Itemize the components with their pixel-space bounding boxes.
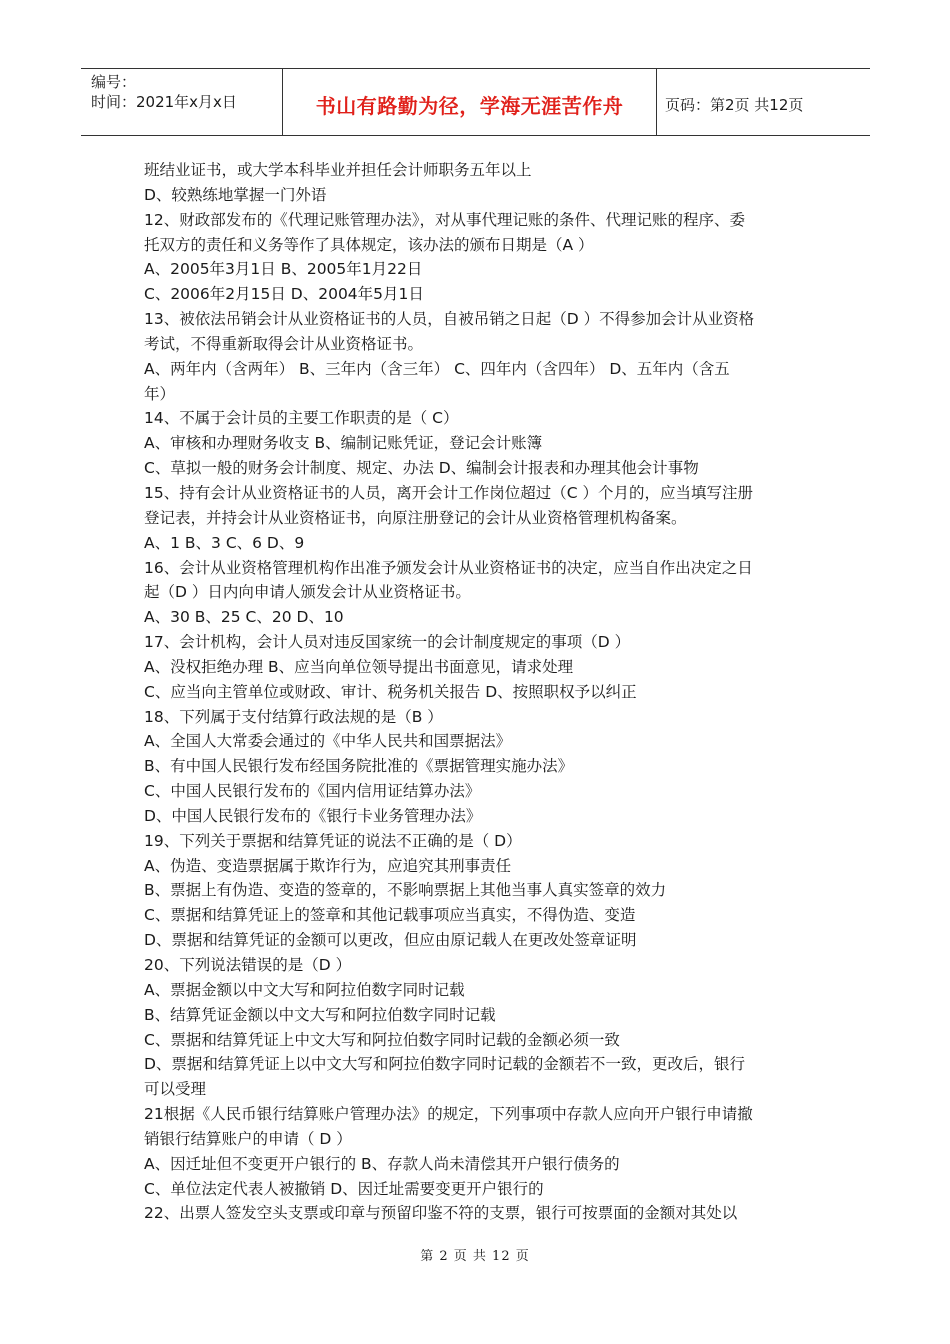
text-line: B、票据上有伪造、变造的签章的，不影响票据上其他当事人真实签章的效力 bbox=[144, 881, 667, 900]
text-line: C、票据和结算凭证上中文大写和阿拉伯数字同时记载的金额必须一致 bbox=[144, 1030, 620, 1049]
header-page-info: 页码：第2页 共12页 bbox=[665, 95, 804, 114]
text-line: 可以受理 bbox=[144, 1080, 207, 1099]
text-line: A、因迁址但不变更开户银行的 B、存款人尚未清偿其开户银行债务的 bbox=[144, 1154, 620, 1173]
text-line: 14、不属于会计员的主要工作职责的是（ C） bbox=[144, 409, 459, 428]
text-line: D、较熟练地掌握一门外语 bbox=[144, 185, 327, 204]
text-line: 20、下列说法错误的是（D ） bbox=[144, 956, 352, 974]
document-body bbox=[144, 158, 810, 1226]
footer-page-number: 第 2 页 共 12 页 bbox=[420, 1249, 530, 1264]
text-line: A、1 B、3 C、6 D、9 bbox=[144, 533, 305, 552]
text-line: 18、下列属于支付结算行政法规的是（B ） bbox=[144, 707, 443, 726]
text-line: 13、被依法吊销会计从业资格证书的人员，自被吊销之日起（D ）不得参加会计从业资格 bbox=[144, 310, 755, 329]
text-line: B、结算凭证金额以中文大写和阿拉伯数字同时记载 bbox=[144, 1005, 496, 1024]
text-line: C、票据和结算凭证上的签章和其他记载事项应当真实，不得伪造、变造 bbox=[144, 906, 636, 925]
text-line: D、票据和结算凭证的金额可以更改，但应由原记载人在更改处签章证明 bbox=[144, 931, 637, 950]
text-line: 登记表，并持会计从业资格证书，向原注册登记的会计从业资格管理机构备案。 bbox=[144, 508, 687, 527]
header-page-cell bbox=[657, 69, 870, 135]
text-line: D、中国人民银行发布的《银行卡业务管理办法》 bbox=[144, 806, 482, 825]
text-line: 21根据《人民币银行结算账户管理办法》的规定，下列事项中存款人应向开户银行申请撤 bbox=[144, 1105, 753, 1124]
document-time-label: 时间：2021年x月x日 bbox=[91, 93, 237, 111]
page-header bbox=[81, 68, 870, 136]
text-line: C、应当向主管单位或财政、审计、税务机关报告 D、按照职权予以纠正 bbox=[144, 682, 637, 701]
text-line: A、2005年3月1日 B、2005年1月22日 bbox=[144, 260, 423, 279]
text-line: 起（D ）日内向申请人颁发会计从业资格证书。 bbox=[144, 583, 471, 602]
text-line: A、审核和办理财务收支 B、编制记账凭证，登记会计账簿 bbox=[144, 434, 543, 453]
text-line: A、没权拒绝办理 B、应当向单位领导提出书面意见，请求处理 bbox=[144, 657, 574, 676]
text-line: 22、出票人签发空头支票或印章与预留印鉴不符的支票，银行可按票面的金额对其处以 bbox=[144, 1204, 738, 1223]
text-line: D、票据和结算凭证上以中文大写和阿拉伯数字同时记载的金额若不一致，更改后，银行 bbox=[144, 1055, 745, 1074]
document-number-label: 编号： bbox=[91, 73, 137, 91]
text-line: B、有中国人民银行发布经国务院批准的《票据管理实施办法》 bbox=[144, 757, 574, 776]
text-line: C、2006年2月15日 D、2004年5月1日 bbox=[144, 285, 424, 304]
header-motto-cell bbox=[283, 69, 657, 135]
text-line: A、伪造、变造票据属于欺诈行为，应追究其刑事责任 bbox=[144, 856, 512, 875]
text-line: 年） bbox=[144, 384, 176, 403]
text-line: 12、财政部发布的《代理记账管理办法》，对从事代理记账的条件、代理记账的程序、委 bbox=[144, 210, 745, 229]
text-line: A、30 B、25 C、20 D、10 bbox=[144, 608, 344, 627]
text-line: 17、会计机构，会计人员对违反国家统一的会计制度规定的事项（D ） bbox=[144, 633, 631, 652]
text-line: 班结业证书，或大学本科毕业并担任会计师职务五年以上 bbox=[144, 161, 532, 179]
text-line: 考试，不得重新取得会计从业资格证书。 bbox=[144, 334, 424, 353]
text-line: 托双方的责任和义务等作了具体规定，该办法的颁布日期是（A ） bbox=[144, 235, 594, 254]
text-line: C、草拟一般的财务会计制度、规定、办法 D、编制会计报表和办理其他会计事物 bbox=[144, 459, 699, 478]
text-line: A、全国人大常委会通过的《中华人民共和国票据法》 bbox=[144, 732, 512, 751]
page-footer bbox=[0, 1245, 950, 1264]
header-motto: 书山有路勤为径，学海无涯苦作舟 bbox=[315, 93, 624, 118]
text-line: A、票据金额以中文大写和阿拉伯数字同时记载 bbox=[144, 980, 465, 999]
text-line: 19、下列关于票据和结算凭证的说法不正确的是（ D） bbox=[144, 831, 522, 850]
text-line: C、中国人民银行发布的《国内信用证结算办法》 bbox=[144, 782, 481, 801]
text-line: A、两年内（含两年） B、三年内（含三年） C、四年内（含四年） D、五年内（含五 bbox=[144, 359, 730, 378]
header-meta-cell bbox=[81, 69, 283, 135]
text-line: 15、持有会计从业资格证书的人员，离开会计工作岗位超过（C ）个月的，应当填写注册 bbox=[144, 483, 753, 502]
text-line: C、单位法定代表人被撤销 D、因迁址需要变更开户银行的 bbox=[144, 1179, 544, 1198]
text-line: 销银行结算账户的申请（ D ） bbox=[144, 1129, 352, 1148]
text-line: 16、会计从业资格管理机构作出准予颁发会计从业资格证书的决定，应当自作出决定之日 bbox=[144, 558, 753, 577]
